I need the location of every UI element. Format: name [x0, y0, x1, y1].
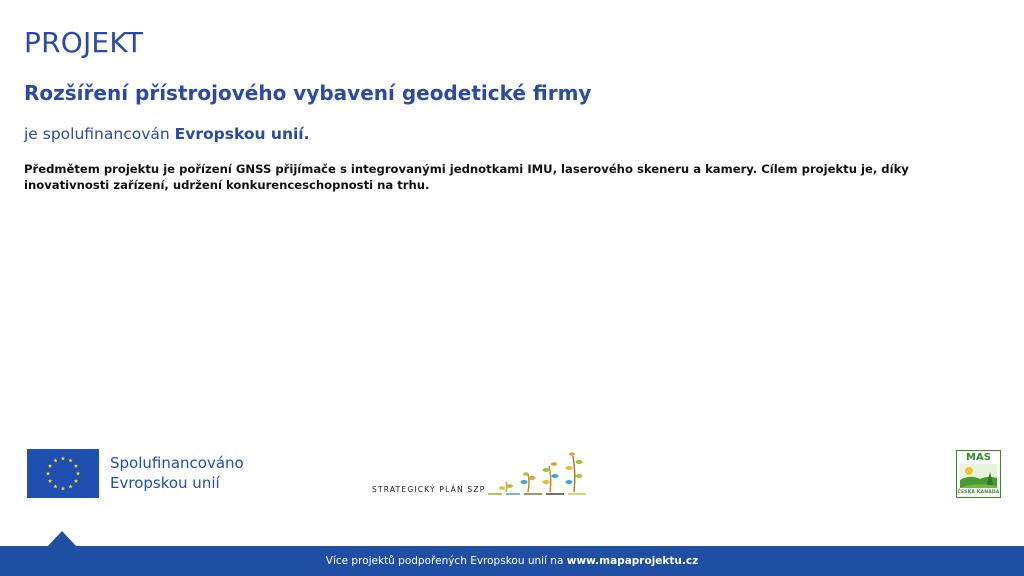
- eu-star: [48, 464, 52, 468]
- footer-text: Více projektů podpořených Evropskou unií na: [325, 555, 567, 567]
- mas-logo-subtitle: ČESKÁ KANADA: [957, 490, 1000, 495]
- eu-star: [61, 456, 65, 460]
- page-title: PROJEKT: [24, 26, 144, 59]
- eu-logo-text: [110, 453, 244, 493]
- mas-logo-word: MAS: [966, 452, 991, 463]
- plant-sprouts-icon: [486, 448, 606, 500]
- eu-cofinanced-logo: [27, 449, 287, 499]
- eu-star: [74, 479, 78, 483]
- footer-notch: [47, 531, 77, 547]
- project-name: Rozšíření přístrojového vybavení geodetické firmy: [24, 81, 592, 105]
- mas-ceska-kanada-icon: [956, 450, 1001, 498]
- eu-star: [53, 458, 57, 462]
- eu-star: [76, 471, 80, 475]
- footer-bar: [0, 546, 1024, 576]
- eu-star: [53, 484, 57, 488]
- eu-star: [68, 484, 72, 488]
- eu-star: [68, 458, 72, 462]
- project-description: Předmětem projektu je pořízení GNSS přijímače s integrovanými jednotkami IMU, laserového skeneru a kamery. Cílem projektu je, díky inovativnosti zařízení, udržení konkurenceschopnosti na trhu.: [24, 162, 909, 192]
- footer-link[interactable]: www.mapaprojektu.cz: [566, 555, 699, 567]
- mas-landscape-icon: [960, 464, 997, 488]
- cofinanced-statement: [24, 125, 310, 143]
- eu-star: [48, 479, 52, 483]
- strategic-plan-logo: [372, 448, 612, 502]
- eu-star: [61, 486, 65, 490]
- cofinanced-eu: Evropskou unií.: [174, 125, 310, 143]
- eu-logo-line1: Spolufinancováno: [110, 454, 244, 472]
- eu-flag-icon: [27, 449, 99, 498]
- eu-logo-line2: Evropskou unií: [110, 474, 220, 492]
- cofinanced-prefix: je spolufinancován: [24, 125, 175, 143]
- eu-star: [46, 471, 50, 475]
- eu-star: [74, 464, 78, 468]
- strategic-plan-label: STRATEGICKÝ PLÁN SZP: [372, 485, 486, 494]
